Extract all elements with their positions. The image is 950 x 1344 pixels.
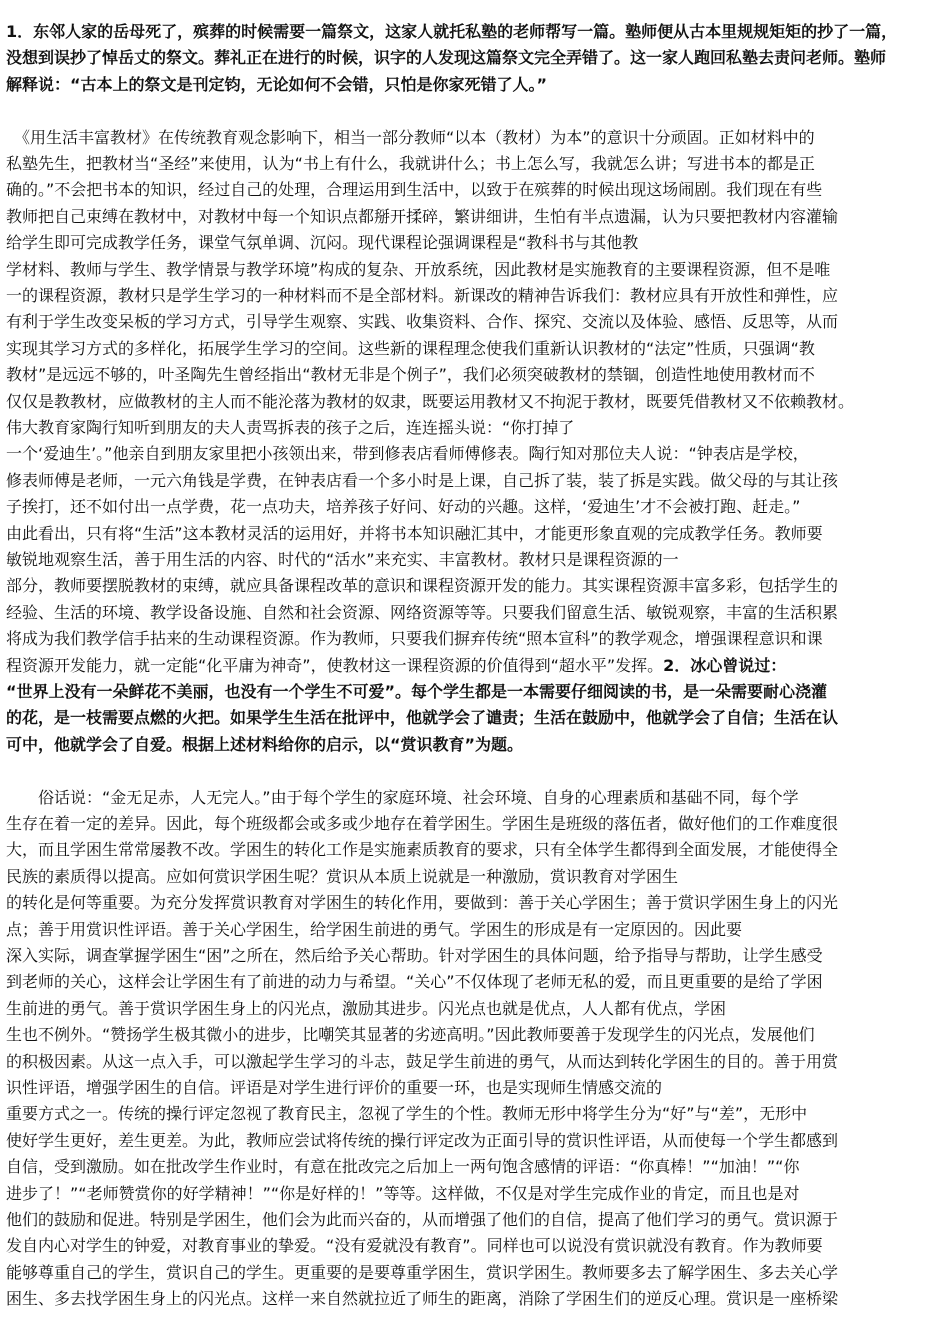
- line-text: 俗话说：“金无足赤，人无完人。”由于每个学生的家庭环境、社会环境、自身的心理素质和基础不同，每个学: [6, 788, 799, 807]
- line-text: 有利于学生改变呆板的学习方式，引导学生观察、实践、收集资料、合作、探究、交流以及体验、感悟、反思等，从而: [6, 312, 839, 331]
- text-line: [6, 1181, 799, 1207]
- text-line: [6, 1154, 799, 1180]
- line-text: 大，而且学困生常常屡教不改。学困生的转化工作是实施素质教育的要求，只有全体学生都得到全面发展，才能使得全: [6, 840, 839, 859]
- text-line: [6, 917, 742, 943]
- line-text: 到老师的关心，这样会让学困生有了前进的动力与希望。“关心”不仅体现了老师无私的爱，而且更重要的是给了学困: [6, 972, 823, 991]
- text-line: [6, 890, 838, 916]
- line-text: 将成为我们教学信手拈来的生动课程资源。作为教师，只要我们摒弃传统“照本宣科”的教学观念，增强课程意识和课: [6, 629, 823, 648]
- line-text: 的转化是何等重要。为充分发挥赏识教育对学困生的转化作用，要做到：善于关心学困生；善于赏识学困生身上的闪光: [6, 893, 839, 912]
- text-line: [6, 177, 822, 203]
- text-line: [6, 573, 838, 599]
- text-line: [6, 811, 838, 837]
- line-text: 生前进的勇气。善于赏识学困生身上的闪光点，激励其进步。闪光点也就是优点，人人都有优点，学困: [6, 999, 727, 1018]
- line-text: 1．东邻人家的岳母死了，殡葬的时候需要一篇祭文，这家人就托私塾的老师帮写一篇。塾师便从古本里规规矩矩的抄了一篇，: [6, 22, 898, 41]
- text-line: [6, 494, 800, 520]
- line-text: 子挨打，还不如付出一点学费，花一点功夫，培养孩子好问、好动的兴趣。这样，‘爱迪生’才不会被打跑、赶走。”: [6, 497, 801, 516]
- text-line: [6, 230, 638, 256]
- line-text: 识性评语，增强学困生的自信。评语是对学生进行评价的重要一环，也是实现师生情感交流的: [6, 1078, 663, 1097]
- line-text: 教材”是远远不够的，叶圣陶先生曾经指出“教材无非是个例子”，我们必须突破教材的禁锢，创造性地使用教材而不: [6, 365, 815, 384]
- line-text: 《用生活丰富教材》在传统教育观念影响下，相当一部分教师“以本（教材）为本”的意识十分顽固。正如材料中的: [6, 128, 815, 147]
- text-line: [6, 969, 823, 995]
- text-line: [6, 441, 809, 467]
- text-line: [6, 125, 815, 151]
- text-line: [6, 1207, 838, 1233]
- text-line: [6, 204, 838, 230]
- line-text: 进步了！”“老师赞赏你的好学精神！”“你是好样的！”等等。这样做，不仅是对学生完成作业的肯定，而且也是对: [6, 1184, 800, 1203]
- text-line: [6, 679, 827, 705]
- line-text: 仅仅是教教材，应做教材的主人而不能沦落为教材的奴隶，既要运用教材又不拘泥于教材，既要凭借教材又不依赖教材。: [6, 392, 855, 411]
- text-line: [6, 1101, 807, 1127]
- line-text: 实现其学习方式的多样化，拓展学生学习的空间。这些新的课程理念使我们重新认识教材的“法定”性质，只强调“教: [6, 339, 815, 358]
- text-line: [6, 257, 830, 283]
- text-line: [6, 943, 823, 969]
- line-text: 的积极因素。从这一点入手，可以激起学生学习的斗志，鼓足学生前进的勇气，从而达到转化学困生的目的。善于用赏: [6, 1052, 839, 1071]
- line-text: 民族的素质得以提高。应如何赏识学困生呢？赏识从本质上说就是一种激励，赏识教育对学困生: [6, 867, 679, 886]
- text-line: [6, 362, 815, 388]
- line-text: 伟大教育家陶行知听到朋友的夫人责骂拆表的孩子之后，连连摇头说：“你打掉了: [6, 418, 575, 437]
- line-text: 可中，他就学会了自爱。根据上述材料给你的启示，以“赏识教育”为题。: [6, 735, 524, 754]
- line-text: 他们的鼓励和促进。特别是学困生，他们会为此而兴奋的，从而增强了他们的自信，提高了他们学习的勇气。赏识源于: [6, 1210, 839, 1229]
- line-text: 私塾先生，把教材当“圣经”来使用，认为“书上有什么，我就讲什么；书上怎么写，我就怎么讲；写进书本的都是正: [6, 154, 815, 173]
- text-line: [6, 1128, 838, 1154]
- text-line: [6, 996, 726, 1022]
- text-line: [6, 1075, 662, 1101]
- text-line: [6, 732, 523, 758]
- text-line: [6, 389, 854, 415]
- text-line: [6, 19, 897, 45]
- line-text: 部分，教师要摆脱教材的束缚，就应具备课程改革的意识和课程资源开发的能力。其实课程资源丰富多彩，包括学生的: [6, 576, 839, 595]
- line-text: 自信，受到激励。如在批改学生作业时，有意在批改完之后加上一两句饱含感情的评语：“你真棒！”“加油！”“你: [6, 1157, 800, 1176]
- text-line: [6, 283, 838, 309]
- line-text: 经验、生活的环境、教学设备设施、自然和社会资源、网络资源等等。只要我们留意生活、敏锐观察，丰富的生活积累: [6, 603, 839, 622]
- text-line: [6, 626, 823, 652]
- text-line: [6, 45, 886, 71]
- line-text: 确的。”不会把书本的知识，经过自己的处理，合理运用到生活中，以致于在殡葬的时候出现这场闹剧。我们现在有些: [6, 180, 823, 199]
- text-line: [6, 72, 547, 98]
- text-line: [6, 547, 679, 573]
- line-text: 生也不例外。“赞扬学生极其微小的进步，比嘲笑其显著的劣迹高明。”因此教师要善于发现学生的闪光点，发展他们: [6, 1025, 815, 1044]
- text-line: [6, 336, 815, 362]
- line-tail-text: 2．冰心曾说过：: [663, 656, 787, 675]
- line-text: 一个‘爱迪生’。”他亲自到朋友家里把小孩领出来，带到修表店看师傅修表。陶行知对那位夫人说：“钟表店是学校，: [6, 444, 809, 463]
- text-line: [6, 151, 815, 177]
- line-text: 教师把自己束缚在教材中，对教材中每一个知识点都掰开揉碎，繁讲细讲，生怕有半点遗漏，认为只要把教材内容灌输: [6, 207, 839, 226]
- line-text: 生存在着一定的差异。因此，每个班级都会或多或少地存在着学困生。学困生是班级的落伍者，做好他们的工作难度很: [6, 814, 839, 833]
- line-text: 发自内心对学生的钟爱，对教育事业的挚爱。“没有爱就没有教育”。同样也可以说没有赏识就没有教育。作为教师要: [6, 1236, 823, 1255]
- text-line: [6, 468, 838, 494]
- text-line: [6, 864, 678, 890]
- line-text: 使好学生更好，差生更差。为此，教师应尝试将传统的操行评定改为正面引导的赏识性评语，从而使每一个学生都感到: [6, 1131, 839, 1150]
- text-line: [6, 309, 838, 335]
- line-text: 点；善于用赏识性评语。善于关心学困生，给学困生前进的勇气。学困生的形成是有一定原因的。因此要: [6, 920, 743, 939]
- line-text: 程资源开发能力，就一定能“化平庸为神奇”，使教材这一课程资源的价值得到“超水平”发挥。: [6, 656, 664, 675]
- line-text: “世界上没有一朵鲜花不美丽，也没有一个学生不可爱”。每个学生都是一本需要仔细阅读的书，是一朵需要耐心浇灌: [6, 682, 828, 701]
- line-text: 能够尊重自己的学生，赏识自己的学生。更重要的是要尊重学困生，赏识学困生。教师要多去了解学困生、多去关心学: [6, 1263, 839, 1282]
- line-text: 重要方式之一。传统的操行评定忽视了教育民主，忽视了学生的个性。教师无形中将学生分为“好”与“差”，无形中: [6, 1104, 808, 1123]
- line-text: 没想到误抄了悼岳丈的祭文。葬礼正在进行的时候，识字的人发现这篇祭文完全弄错了。这一家人跑回私塾去责问老师。塾师: [6, 48, 887, 67]
- text-line: [6, 1022, 815, 1048]
- text-line: [6, 1233, 823, 1259]
- text-line: [6, 653, 786, 679]
- line-text: 一的课程资源，教材只是学生学习的一种材料而不是全部材料。新课改的精神告诉我们：教材应具有开放性和弹性，应: [6, 286, 839, 305]
- text-line: [6, 521, 823, 547]
- line-text: 学材料、教师与学生、教学情景与教学环境”构成的复杂、开放系统，因此教材是实施教育的主要课程资源，但不是唯: [6, 260, 831, 279]
- text-line: [6, 785, 799, 811]
- line-text: 困生、多去找学困生身上的闪光点。这样一来自然就拉近了师生的距离，消除了学困生们的逆反心理。赏识是一座桥梁: [6, 1289, 839, 1308]
- text-line: [6, 1286, 838, 1312]
- text-line: [6, 1049, 838, 1075]
- line-text: 深入实际，调查掌握学困生“困”之所在，然后给予关心帮助。针对学困生的具体问题，给予指导与帮助，让学生感受: [6, 946, 823, 965]
- text-line: [6, 705, 838, 731]
- text-line: [6, 600, 838, 626]
- text-line: [6, 1260, 838, 1286]
- line-text: 修表师傅是老师，一元六角钱是学费，在钟表店看一个多小时是上课，自己拆了装，装了拆是实践。做父母的与其让孩: [6, 471, 839, 490]
- text-line: [6, 415, 574, 441]
- line-text: 敏锐地观察生活，善于用生活的内容、时代的“活水”来充实、丰富教材。教材只是课程资源的一: [6, 550, 679, 569]
- text-line: [6, 837, 838, 863]
- line-text: 给学生即可完成教学任务，课堂气氛单调、沉闷。现代课程论强调课程是“教科书与其他教: [6, 233, 639, 252]
- line-text: 的花，是一枝需要点燃的火把。如果学生生活在批评中，他就学会了谴责；生活在鼓励中，他就学会了自信；生活在认: [6, 708, 839, 727]
- line-text: 由此看出，只有将“生活”这本教材灵活的运用好，并将书本知识融汇其中，才能更形象直观的完成教学任务。教师要: [6, 524, 823, 543]
- line-text: 解释说：“古本上的祭文是刊定钧，无论如何不会错，只怕是你家死错了人。”: [6, 75, 548, 94]
